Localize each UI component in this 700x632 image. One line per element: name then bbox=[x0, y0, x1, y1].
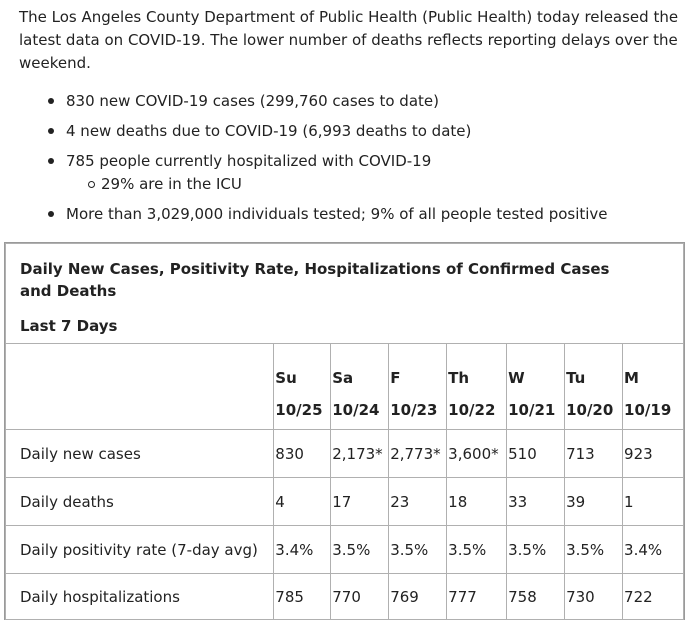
list-item: 4 new deaths due to COVID-19 (6,993 deaths to date) bbox=[0, 120, 700, 143]
cell-value: 3,600* bbox=[447, 430, 507, 478]
cell-value: 830 bbox=[274, 430, 331, 478]
cell-value: 3.5% bbox=[565, 526, 623, 574]
day-header: M 10/19 bbox=[623, 344, 684, 430]
cell-value: 23 bbox=[389, 478, 447, 526]
cell-value: 3.4% bbox=[274, 526, 331, 574]
list-item: 830 new COVID-19 cases (299,760 cases to date) bbox=[0, 90, 700, 113]
cell-value: 1 bbox=[623, 478, 684, 526]
cell-value: 18 bbox=[447, 478, 507, 526]
table-row bbox=[6, 430, 684, 478]
cell-value: 785 bbox=[274, 574, 331, 620]
days-row bbox=[6, 344, 684, 430]
table-title: Daily New Cases, Positivity Rate, Hospitalizations of Confirmed Cases and Deaths bbox=[20, 260, 610, 300]
day-header: Th 10/22 bbox=[447, 344, 507, 430]
cell-value: 730 bbox=[565, 574, 623, 620]
day-header: Su 10/25 bbox=[274, 344, 331, 430]
cell-value: 722 bbox=[623, 574, 684, 620]
row-label: Daily positivity rate (7-day avg) bbox=[6, 526, 274, 574]
table-row bbox=[6, 574, 684, 620]
day-header: Tu 10/20 bbox=[565, 344, 623, 430]
cell-value: 4 bbox=[274, 478, 331, 526]
cell-value: 713 bbox=[565, 430, 623, 478]
table-header-cell bbox=[6, 244, 684, 344]
cell-value: 3.5% bbox=[447, 526, 507, 574]
row-label: Daily deaths bbox=[6, 478, 274, 526]
intro-paragraph: The Los Angeles County Department of Public Health (Public Health) today released the latest data on COVID-19. The lower number of deaths reflects reporting delays over the weekend. bbox=[19, 8, 679, 72]
stats-table bbox=[5, 243, 684, 620]
cell-value: 3.5% bbox=[331, 526, 389, 574]
cell-value: 777 bbox=[447, 574, 507, 620]
row-label: Daily hospitalizations bbox=[6, 574, 274, 620]
stats-table-container bbox=[4, 242, 685, 620]
cell-value: 770 bbox=[331, 574, 389, 620]
blank-cell bbox=[6, 344, 274, 430]
table-row bbox=[6, 526, 684, 574]
table-row bbox=[6, 478, 684, 526]
day-header: F 10/23 bbox=[389, 344, 447, 430]
cell-value: 39 bbox=[565, 478, 623, 526]
cell-value: 923 bbox=[623, 430, 684, 478]
cell-value: 17 bbox=[331, 478, 389, 526]
cell-value: 3.5% bbox=[507, 526, 565, 574]
cell-value: 769 bbox=[389, 574, 447, 620]
table-subtitle: Last 7 Days bbox=[20, 317, 118, 335]
row-label: Daily new cases bbox=[6, 430, 274, 478]
cell-value: 33 bbox=[507, 478, 565, 526]
cell-value: 3.4% bbox=[623, 526, 684, 574]
list-item: 785 people currently hospitalized with COVID-19 bbox=[0, 150, 700, 173]
cell-value: 3.5% bbox=[389, 526, 447, 574]
cell-value: 2,773* bbox=[389, 430, 447, 478]
summary-list bbox=[0, 90, 700, 233]
day-header: Sa 10/24 bbox=[331, 344, 389, 430]
day-header: W 10/21 bbox=[507, 344, 565, 430]
sub-list-item: 29% are in the ICU bbox=[0, 173, 700, 196]
cell-value: 758 bbox=[507, 574, 565, 620]
list-item: More than 3,029,000 individuals tested; 9% of all people tested positive bbox=[0, 203, 700, 226]
cell-value: 510 bbox=[507, 430, 565, 478]
cell-value: 2,173* bbox=[331, 430, 389, 478]
